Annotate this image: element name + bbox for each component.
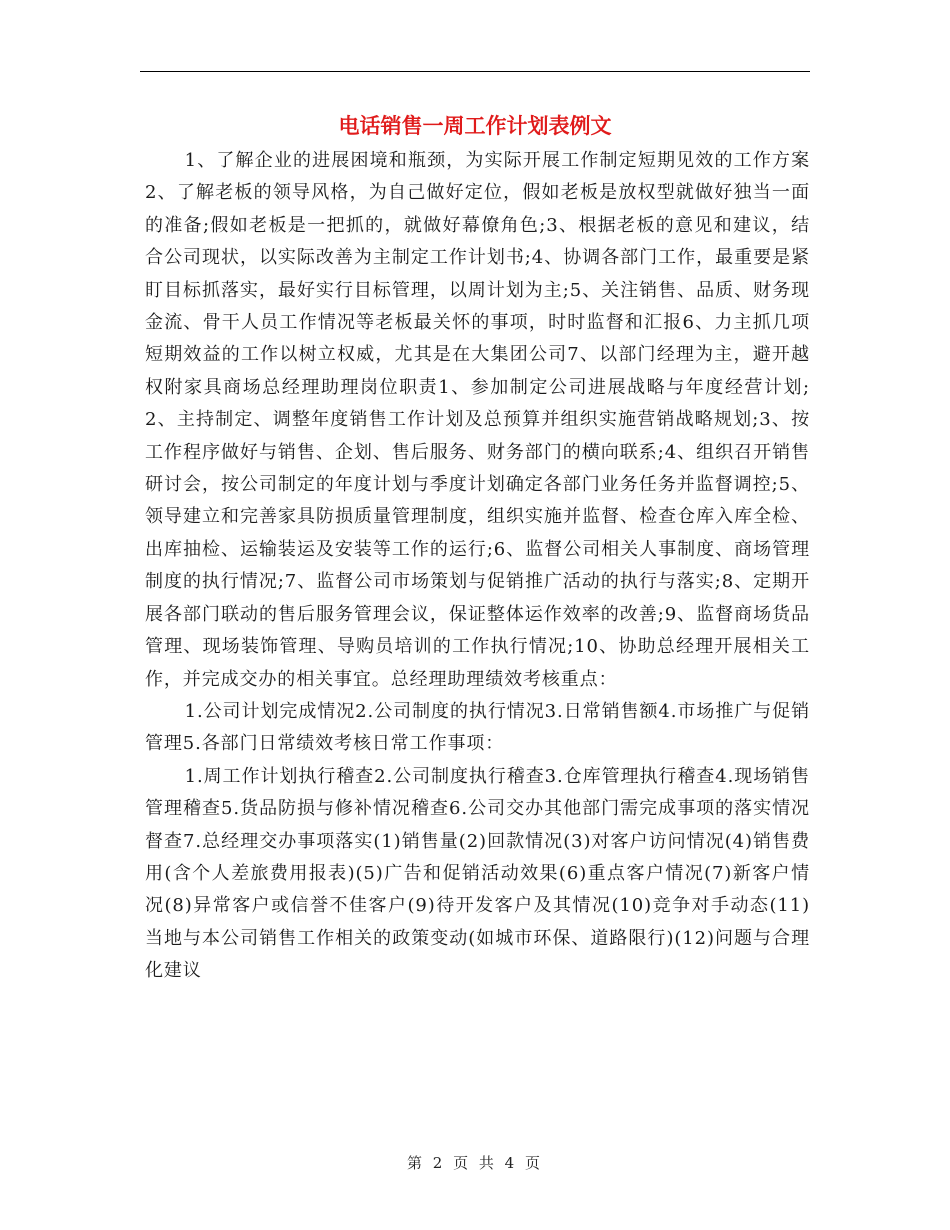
document-body — [145, 145, 810, 988]
paragraph-daily-tasks: 1.周工作计划执行稽查2.公司制度执行稽查3.仓库管理执行稽查4.现场销售管理稽查5.货品防损与修补情况稽查6.公司交办其他部门需完成事项的落实情况督查7.总经理交办事项落实(1)销售量(2)回款情况(3)对客户访问情况(4)销售费用(含个人差旅费用报表)(5)广告和促销活动效果(6)重点客户情况(7)新客户情况(8)异常客户或信誉不佳客户(9)待开发客户及其情况(10)竞争对手动态(11)当地与本公司销售工作相关的政策变动(如城市环保、道路限行)(12)问题与合理化建议 — [145, 765, 810, 982]
paragraph-kpi: 1.公司计划完成情况2.公司制度的执行情况3.日常销售额4.市场推广与促销管理5.各部门日常绩效考核日常工作事项： — [145, 700, 810, 755]
header-rule — [140, 71, 810, 72]
page-number: 第 2 页 共 4 页 — [407, 1154, 543, 1172]
paragraph-duties: 1、了解企业的进展困境和瓶颈，为实际开展工作制定短期见效的工作方案2、了解老板的领导风格，为自己做好定位，假如老板是放权型就做好独当一面的准备;假如老板是一把抓的，就做好幕僚角色;3、根据老板的意见和建议，结合公司现状，以实际改善为主制定工作计划书;4、协调各部门工作，最重要是紧盯目标抓落实，最好实行目标管理，以周计划为主;5、关注销售、品质、财务现金流、骨干人员工作情况等老板最关怀的事项，时时监督和汇报6、力主抓几项短期效益的工作以树立权威，尤其是在大集团公司7、以部门经理为主，避开越权附家具商场总经理助理岗位职责1、参加制定公司进展战略与年度经营计划;2、主持制定、调整年度销售工作计划及总预算并组织实施营销战略规划;3、按工作程序做好与销售、企划、售后服务、财务部门的横向联系;4、组织召开销售研讨会，按公司制定的年度计划与季度计划确定各部门业务任务并监督调控;5、领导建立和完善家具防损质量管理制度，组织实施并监督、检查仓库入库全检、出库抽检、运输装运及安装等工作的运行;6、监督公司相关人事制度、商场管理制度的执行情况;7、监督公司市场策划与促销推广活动的执行与落实;8、定期开展各部门联动的售后服务管理会议，保证整体运作效率的改善;9、监督商场货品管理、现场装饰管理、导购员培训的工作执行情况;10、协助总经理开展相关工作，并完成交办的相关事宜。总经理助理绩效考核重点： — [145, 150, 810, 690]
document-title: 电话销售一周工作计划表例文 — [338, 114, 612, 138]
